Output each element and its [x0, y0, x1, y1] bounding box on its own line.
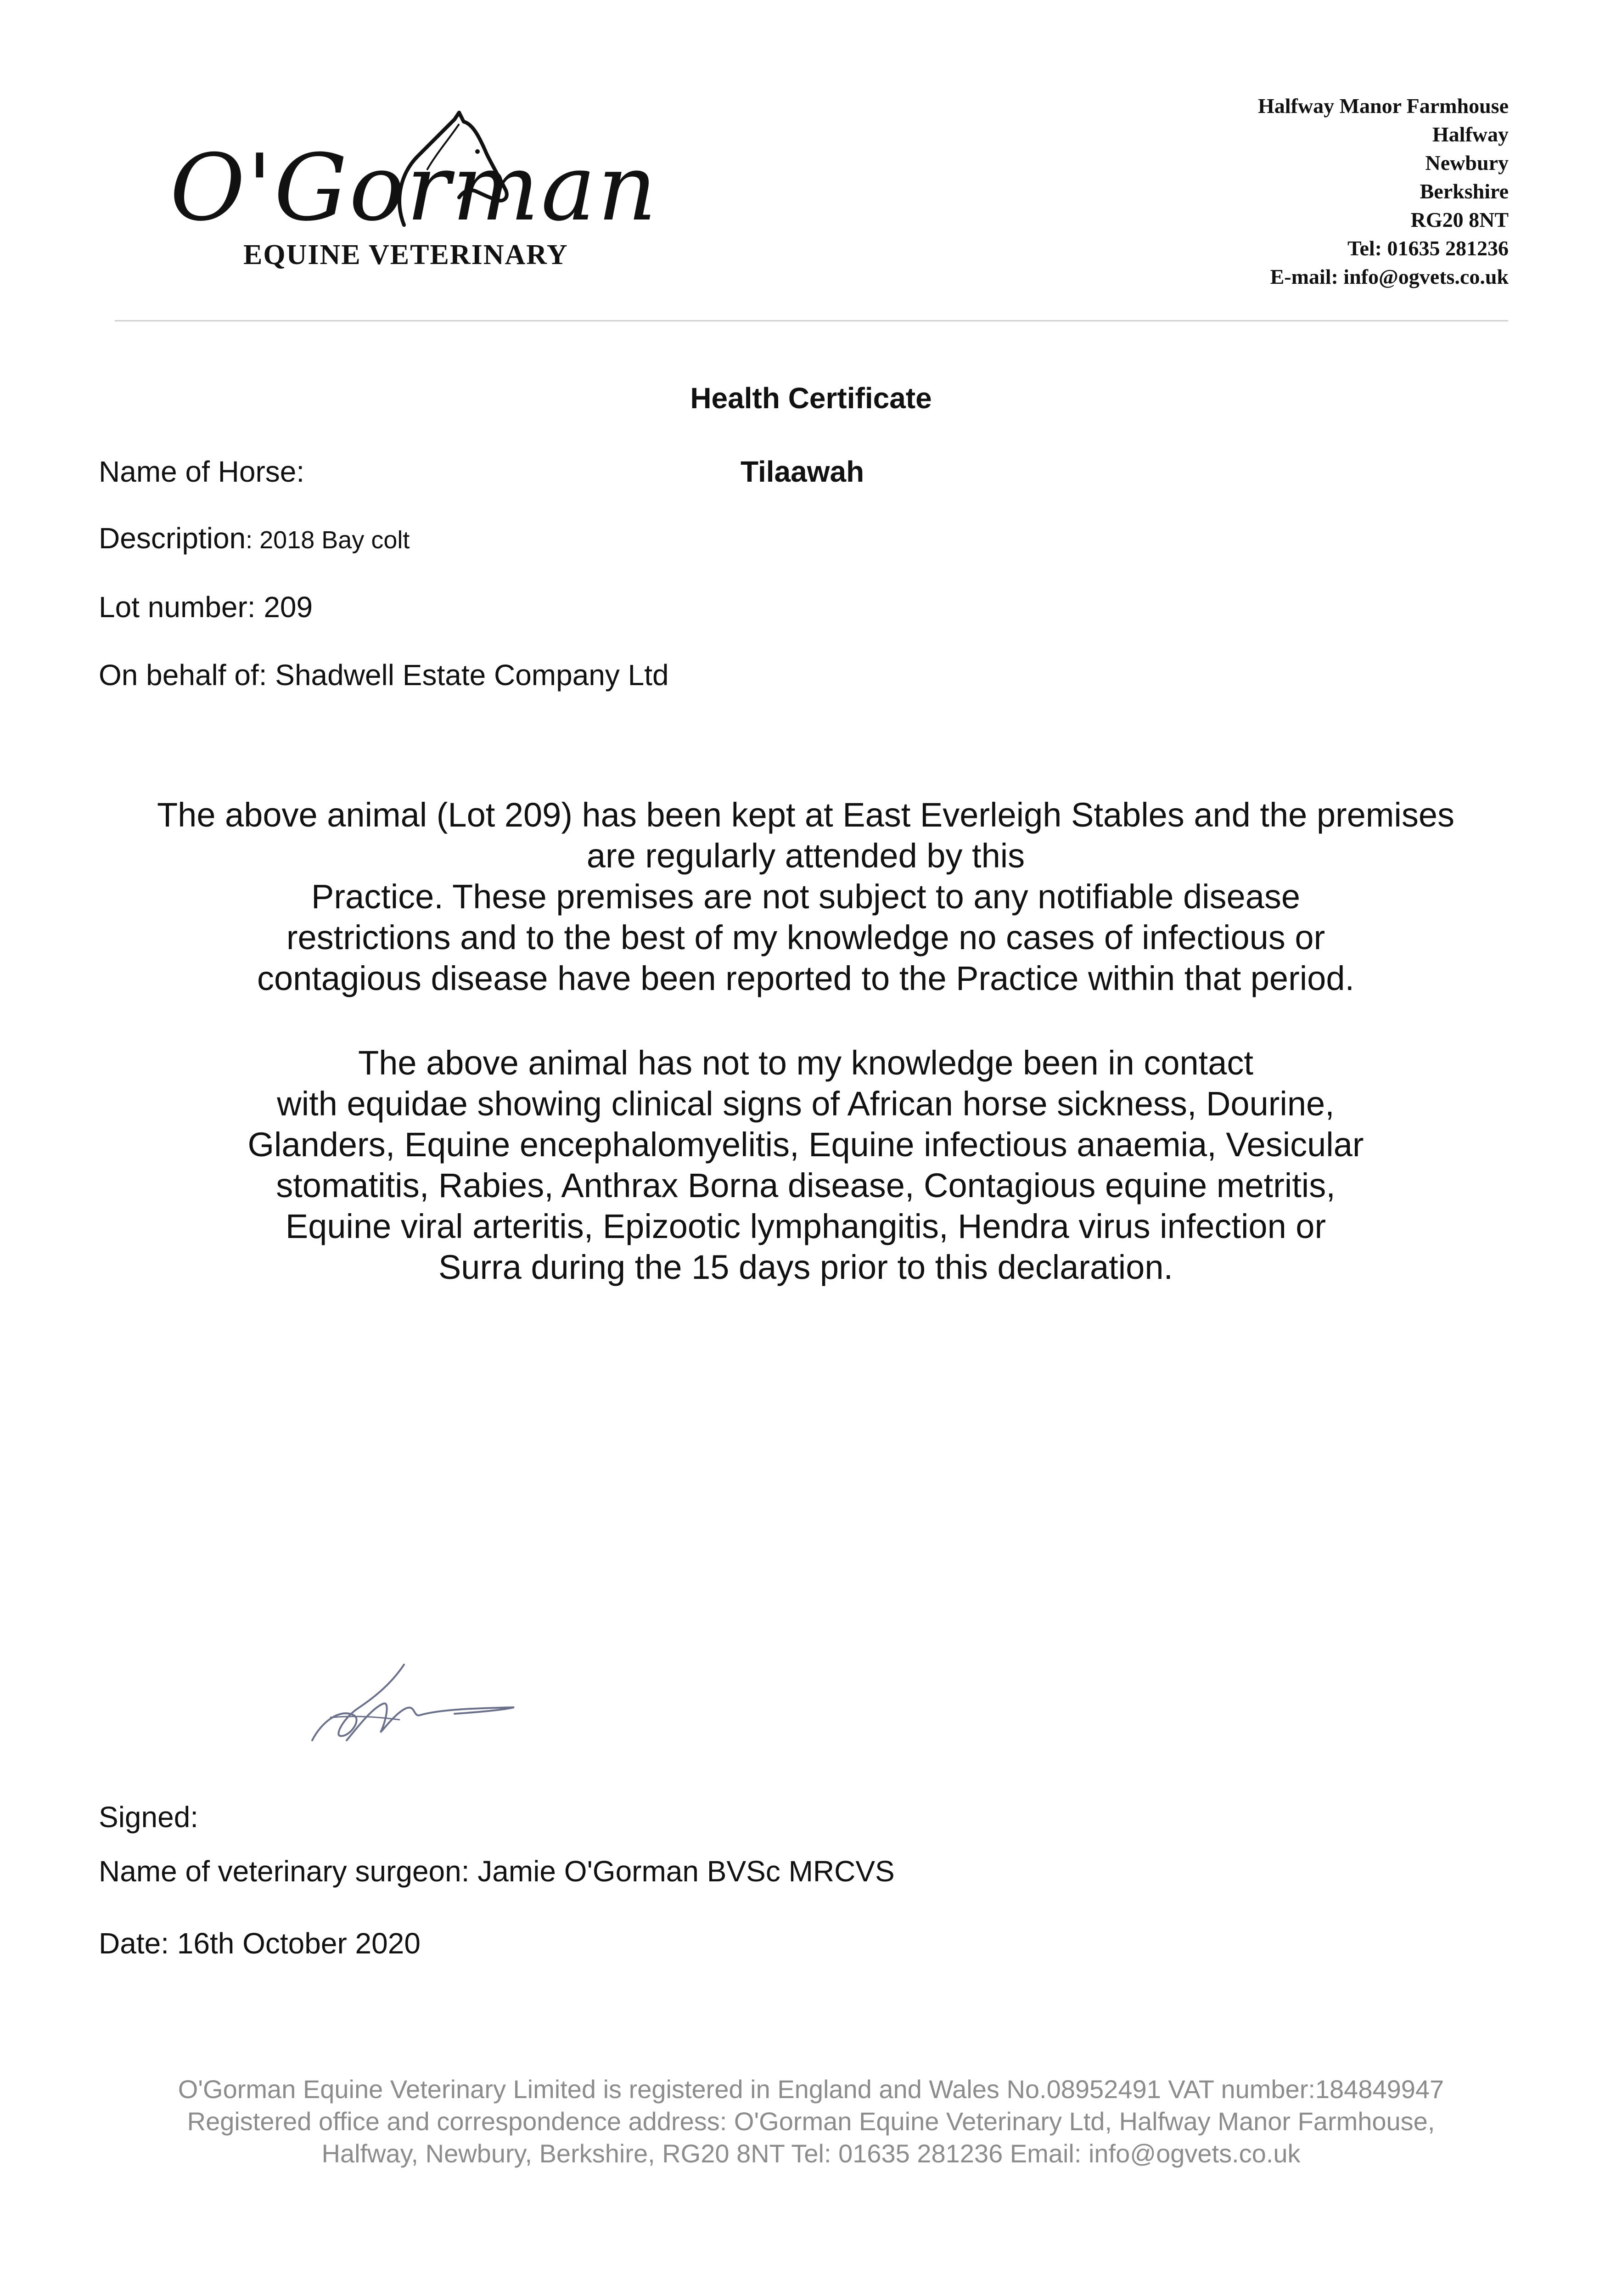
horse-name-label: Name of Horse:: [99, 455, 305, 488]
lot-number: Lot number: 209: [99, 591, 313, 624]
statement-line: Practice. These premises are not subject to any notifiable disease: [311, 878, 1301, 916]
description-value: : 2018 Bay colt: [246, 526, 410, 554]
address-phone: Tel: 01635 281236: [1347, 236, 1509, 260]
company-logo: [165, 110, 659, 285]
footer-line: O'Gorman Equine Veterinary Limited is registered in England and Wales No.08952491 VAT number:184849947: [178, 2075, 1444, 2104]
disease-contact-statement: [106, 1042, 1506, 1288]
address-line: Halfway Manor Farmhouse: [1257, 94, 1509, 118]
statement-line: with equidae showing clinical signs of African horse sickness, Dourine,: [277, 1085, 1335, 1123]
address-line: Halfway: [1432, 123, 1509, 146]
statement-line: The above animal (Lot 209) has been kept at East Everleigh Stables and the premises: [157, 796, 1455, 834]
description-label: Description: [99, 522, 246, 555]
signed-label: Signed:: [99, 1801, 199, 1834]
statement-line: stomatitis, Rabies, Anthrax Borna disease, Contagious equine metritis,: [276, 1166, 1336, 1204]
address-email: E-mail: info@ogvets.co.uk: [1270, 265, 1509, 288]
practice-address: [1258, 92, 1509, 291]
statement-line: contagious disease have been reported to the Practice within that period.: [257, 959, 1355, 997]
company-registration-footer: [0, 2073, 1622, 2170]
address-line: RG20 8NT: [1410, 208, 1509, 231]
veterinary-surgeon-name: Name of veterinary surgeon: Jamie O'Gorman BVSc MRCVS: [99, 1855, 895, 1888]
statement-line: The above animal has not to my knowledge been in contact: [358, 1044, 1253, 1082]
logo-wordmark: O'Gorman: [170, 135, 659, 242]
address-line: Newbury: [1425, 151, 1509, 174]
description-field: [99, 521, 410, 555]
statement-line: Surra during the 15 days prior to this declaration.: [438, 1248, 1173, 1286]
statement-line: restrictions and to the best of my knowledge no cases of infectious or: [286, 918, 1325, 957]
on-behalf-of: On behalf of: Shadwell Estate Company Ltd: [99, 658, 669, 692]
statement-line: Equine viral arteritis, Epizootic lymphangitis, Hendra virus infection or: [285, 1207, 1326, 1245]
statement-line: Glanders, Equine encephalomyelitis, Equine infectious anaemia, Vesicular: [247, 1125, 1364, 1164]
address-line: Berkshire: [1420, 180, 1509, 203]
horse-name-value: Tilaawah: [741, 455, 864, 488]
certificate-date: Date: 16th October 2020: [99, 1927, 421, 1960]
document-title: Health Certificate: [690, 382, 932, 415]
logo-tagline: EQUINE VETERINARY: [243, 239, 568, 270]
handwritten-signature: [303, 1653, 523, 1754]
header-divider: [115, 320, 1508, 321]
premises-statement: [106, 794, 1506, 999]
footer-line: Registered office and correspondence address: O'Gorman Equine Veterinary Ltd, Halfway Manor Farmhouse,: [187, 2107, 1435, 2136]
statement-line: are regularly attended by this: [586, 837, 1025, 875]
footer-line: Halfway, Newbury, Berkshire, RG20 8NT Tel: 01635 281236 Email: info@ogvets.co.uk: [321, 2139, 1301, 2168]
